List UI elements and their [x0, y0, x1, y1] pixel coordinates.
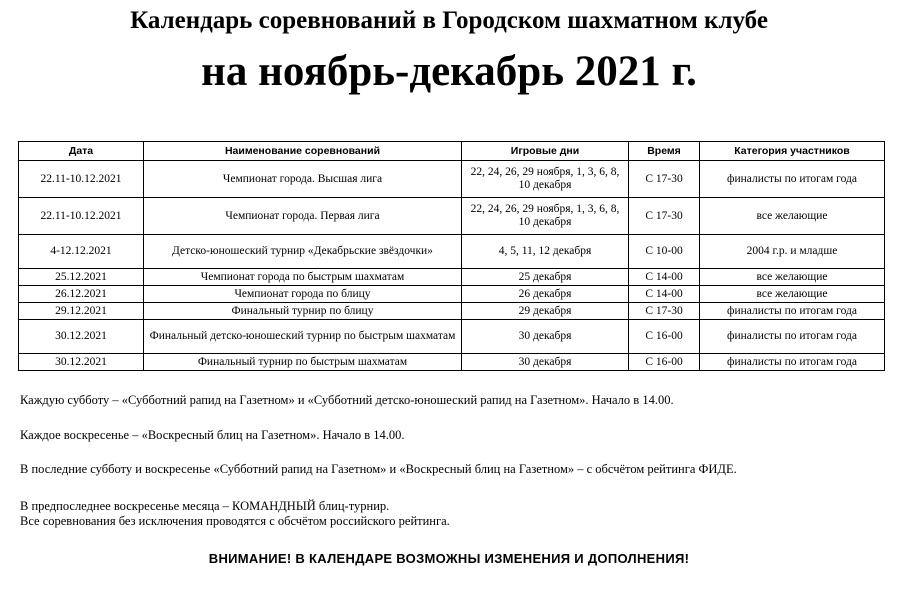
table-row — [19, 198, 885, 235]
column-header-date: Дата — [19, 142, 144, 161]
cell-category: 2004 г.р. и младше — [700, 235, 885, 269]
table-row — [19, 320, 885, 354]
table-row — [19, 354, 885, 371]
cell-category: финалисты по итогам года — [700, 161, 885, 198]
note-saturday: Каждую субботу – «Субботний рапид на Газетном» и «Субботний детско-юношеский рапид на Газетном». Начало в 14.00. — [20, 393, 674, 407]
cell-date: 26.12.2021 — [19, 286, 144, 303]
warning-banner: ВНИМАНИЕ! В КАЛЕНДАРЕ ВОЗМОЖНЫ ИЗМЕНЕНИЯ И ДОПОЛНЕНИЯ! — [208, 551, 690, 566]
cell-days: 29 декабря — [462, 303, 629, 320]
cell-category: все желающие — [700, 269, 885, 286]
cell-time: С 10-00 — [629, 235, 700, 269]
cell-days: 25 декабря — [462, 269, 629, 286]
note-last-weekend: В последние субботу и воскресенье «Субботний рапид на Газетном» и «Воскресный блиц на Газетном» – с обсчётом рейтинга ФИДЕ. — [20, 462, 737, 476]
page-subtitle: на ноябрь-декабрь 2021 г. — [201, 48, 697, 95]
cell-date: 22.11-10.12.2021 — [19, 161, 144, 198]
cell-time: С 17-30 — [629, 303, 700, 320]
cell-name: Финальный турнир по блицу — [144, 303, 462, 320]
cell-date: 22.11-10.12.2021 — [19, 198, 144, 235]
competition-calendar-table — [18, 141, 885, 371]
cell-days: 22, 24, 26, 29 ноября, 1, 3, 6, 8, 10 декабря — [462, 161, 629, 198]
note-penultimate-sunday: В предпоследнее воскресенье месяца – КОМАНДНЫЙ блиц-турнир. — [20, 499, 390, 513]
cell-category: все желающие — [700, 198, 885, 235]
cell-time: С 17-30 — [629, 198, 700, 235]
column-header-time: Время — [629, 142, 700, 161]
table-row — [19, 303, 885, 320]
cell-days: 26 декабря — [462, 286, 629, 303]
cell-name: Чемпионат города по блицу — [144, 286, 462, 303]
cell-name: Детско-юношеский турнир «Декабрьские звёздочки» — [144, 235, 462, 269]
cell-time: С 14-00 — [629, 286, 700, 303]
cell-days: 30 декабря — [462, 354, 629, 371]
page-title: Календарь соревнований в Городском шахматном клубе — [130, 7, 768, 34]
cell-date: 4-12.12.2021 — [19, 235, 144, 269]
note-rating: Все соревнования без исключения проводятся с обсчётом российского рейтинга. — [20, 514, 450, 528]
table-row — [19, 286, 885, 303]
cell-days: 22, 24, 26, 29 ноября, 1, 3, 6, 8, 10 декабря — [462, 198, 629, 235]
cell-date: 29.12.2021 — [19, 303, 144, 320]
column-header-category: Категория участников — [700, 142, 885, 161]
cell-category: все желающие — [700, 286, 885, 303]
cell-category: финалисты по итогам года — [700, 320, 885, 354]
cell-category: финалисты по итогам года — [700, 354, 885, 371]
table-row — [19, 269, 885, 286]
cell-name: Финальный детско-юношеский турнир по быстрым шахматам — [144, 320, 462, 354]
cell-date: 30.12.2021 — [19, 354, 144, 371]
cell-name: Чемпионат города по быстрым шахматам — [144, 269, 462, 286]
cell-time: С 16-00 — [629, 354, 700, 371]
cell-time: С 16-00 — [629, 320, 700, 354]
table-row — [19, 161, 885, 198]
column-header-days: Игровые дни — [462, 142, 629, 161]
cell-name: Чемпионат города. Первая лига — [144, 198, 462, 235]
cell-time: С 17-30 — [629, 161, 700, 198]
cell-days: 4, 5, 11, 12 декабря — [462, 235, 629, 269]
cell-time: С 14-00 — [629, 269, 700, 286]
cell-days: 30 декабря — [462, 320, 629, 354]
cell-date: 30.12.2021 — [19, 320, 144, 354]
cell-name: Чемпионат города. Высшая лига — [144, 161, 462, 198]
column-header-name: Наименование соревнований — [144, 142, 462, 161]
table-row — [19, 235, 885, 269]
table-header-row — [19, 142, 885, 161]
note-sunday: Каждое воскресенье – «Воскресный блиц на Газетном». Начало в 14.00. — [20, 428, 405, 442]
cell-date: 25.12.2021 — [19, 269, 144, 286]
cell-name: Финальный турнир по быстрым шахматам — [144, 354, 462, 371]
cell-category: финалисты по итогам года — [700, 303, 885, 320]
